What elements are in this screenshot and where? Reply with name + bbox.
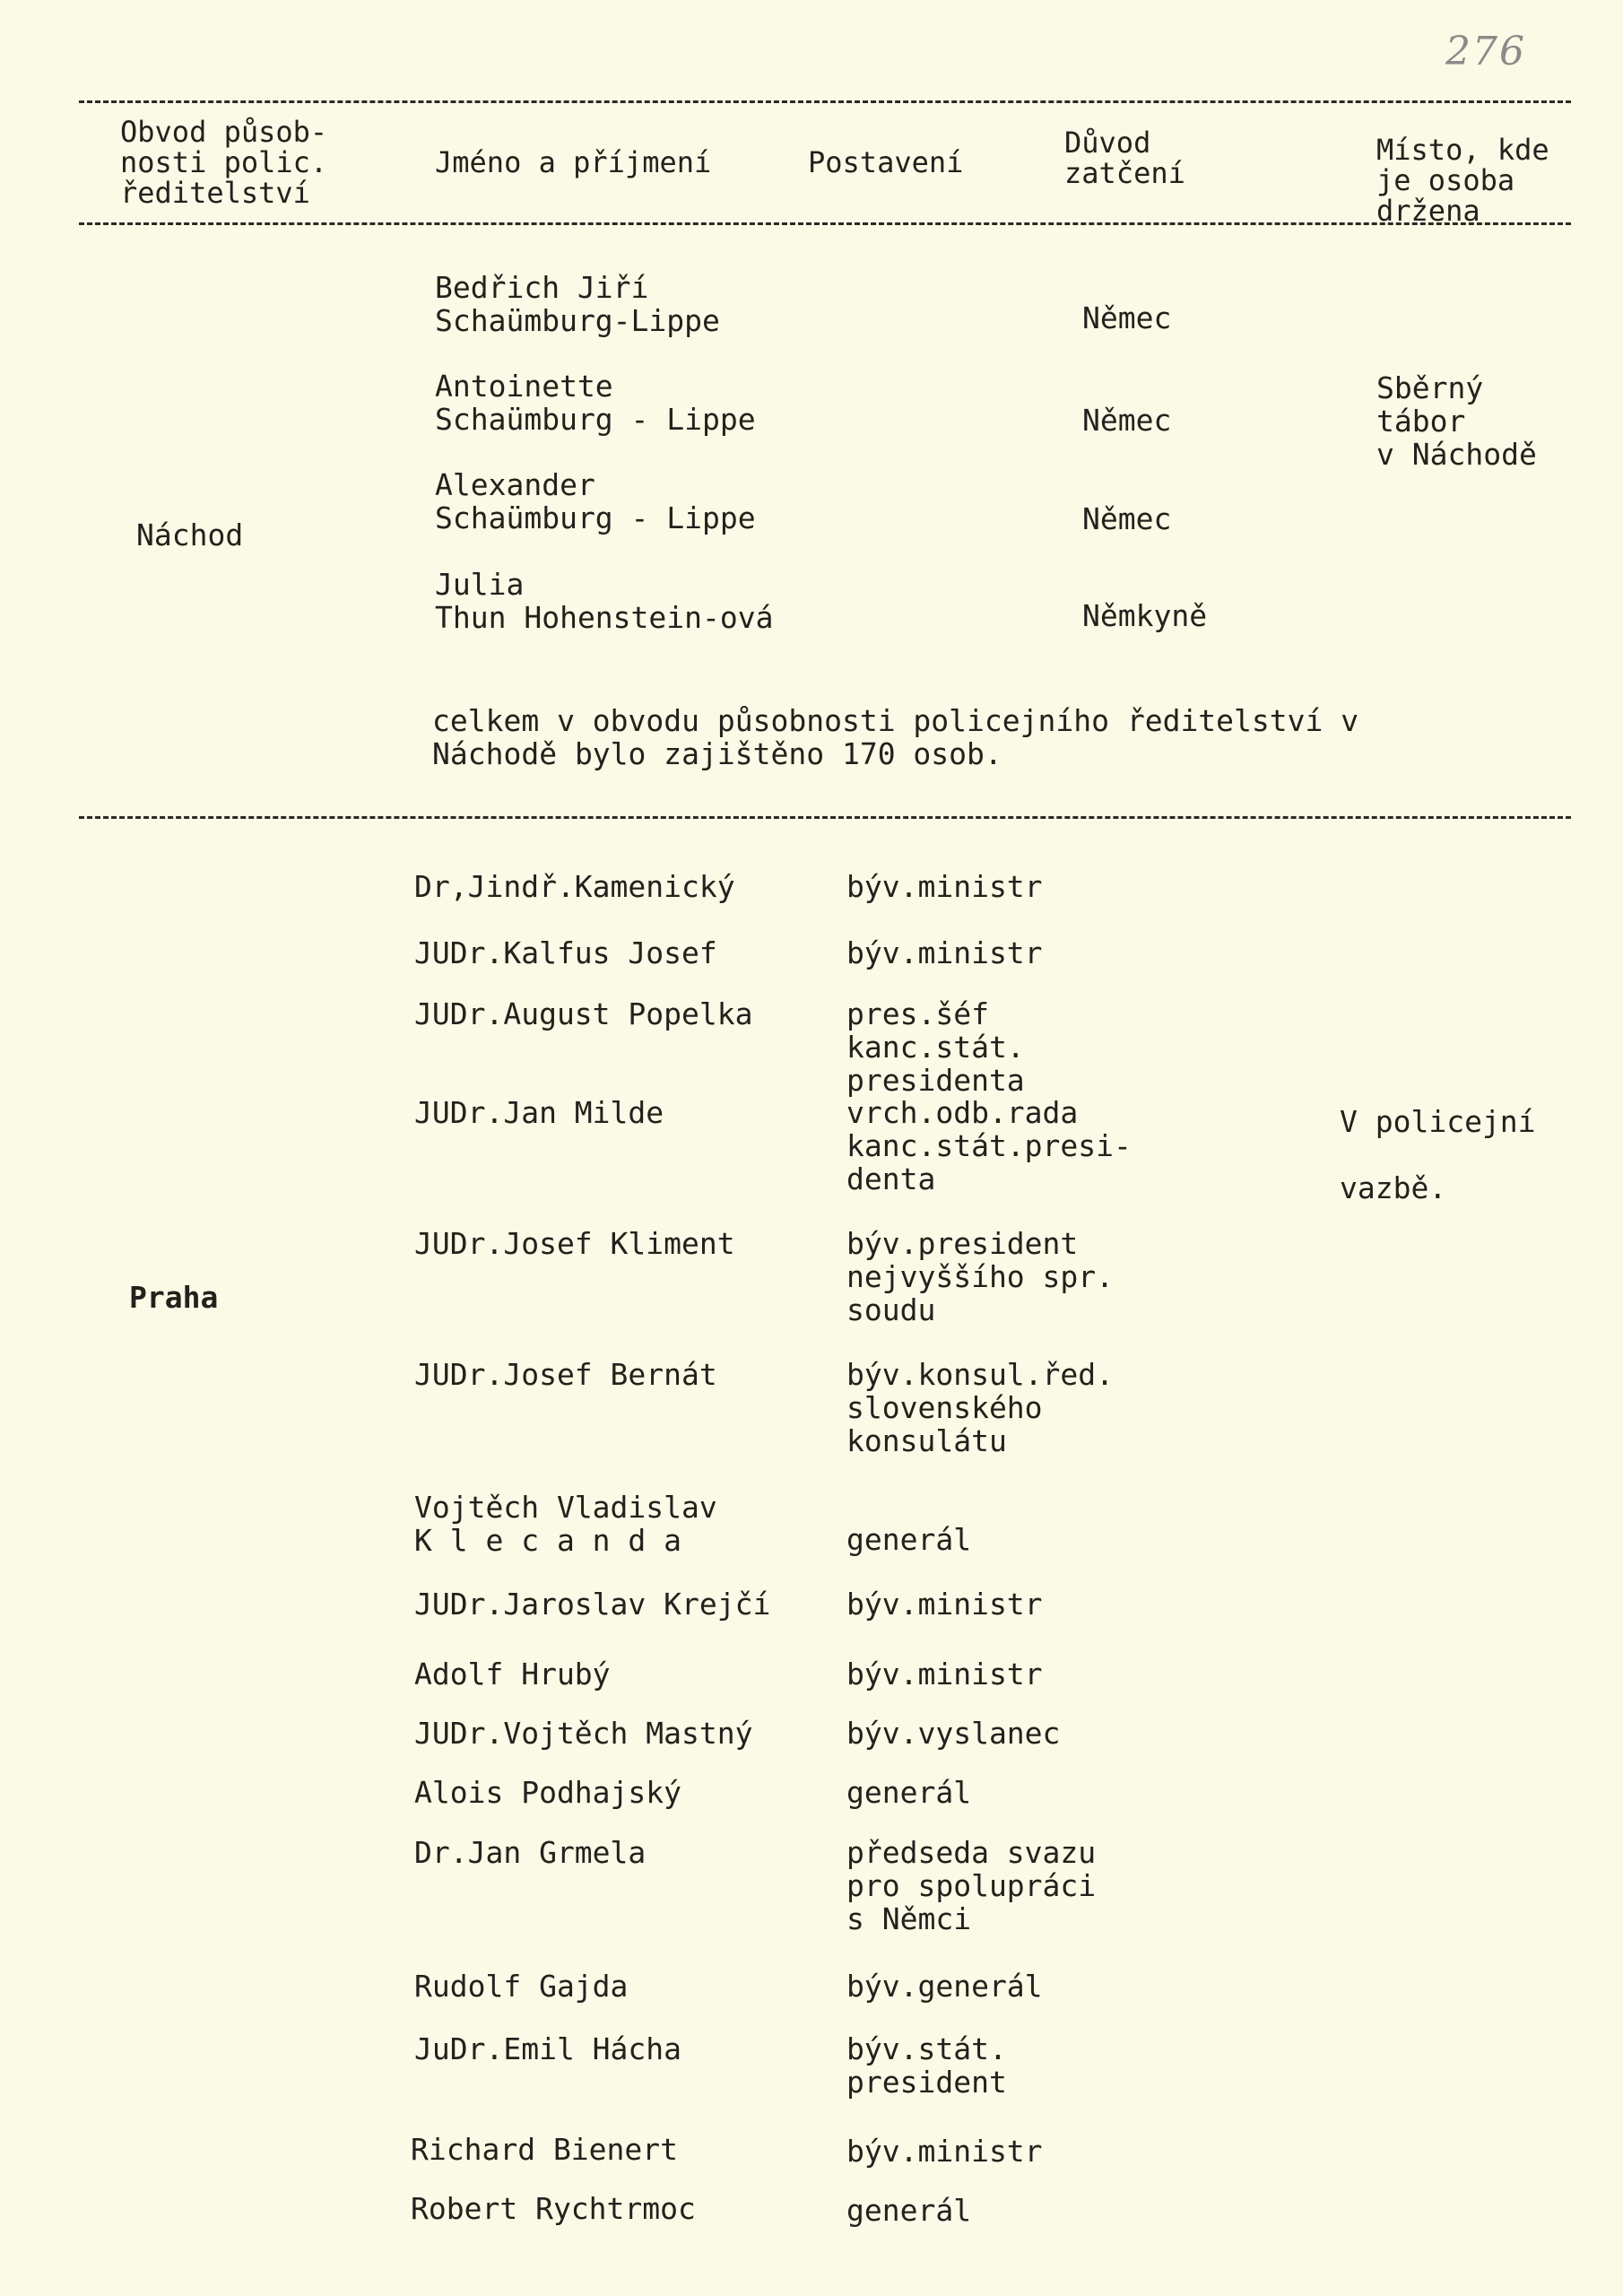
praha-position-7: generál (846, 1522, 972, 1557)
praha-name-1: Dr,Jindř.Kamenický (414, 869, 735, 904)
praha-position-8: býv.ministr (846, 1587, 1043, 1622)
praha-position-11: generál (846, 1775, 972, 1810)
praha-position-6: býv.konsul.řed. slovenského konsulátu (846, 1357, 1115, 1458)
praha-position-2: býv.ministr (846, 935, 1043, 970)
header-reason: Důvod zatčení (1064, 126, 1185, 190)
praha-position-9: býv.ministr (846, 1657, 1043, 1692)
nachod-name-3: Alexander Schaümburg - Lippe (435, 467, 756, 535)
nachod-name-1: Bedřich Jiří Schaümburg-Lippe (435, 270, 720, 338)
praha-name-10: JUDr.Vojtěch Mastný (414, 1716, 753, 1751)
praha-name-7: Vojtěch Vladislav K l e c a n d a (414, 1490, 717, 1558)
praha-name-15: Richard Bienert (411, 2132, 679, 2167)
nachod-reason-2: Němec (1082, 403, 1172, 438)
praha-place-line1: V policejní (1340, 1104, 1536, 1139)
praha-position-3: pres.šéf kanc.stát. presidenta (846, 996, 1025, 1098)
section-divider-rule (79, 816, 1571, 819)
district-praha: Praha (129, 1280, 219, 1315)
header-place: Místo, kde je osoba držena (1376, 133, 1549, 228)
nachod-reason-1: Němec (1082, 300, 1172, 335)
praha-position-1: býv.ministr (846, 869, 1043, 904)
praha-name-3: JUDr.August Popelka (414, 996, 753, 1031)
header-position: Postavení (808, 145, 964, 179)
praha-name-6: JUDr.Josef Bernát (414, 1357, 717, 1392)
praha-name-13: Rudolf Gajda (414, 1969, 629, 2004)
header-bottom-rule (79, 222, 1571, 225)
praha-name-11: Alois Podhajský (414, 1775, 682, 1810)
praha-name-12: Dr.Jan Grmela (414, 1835, 647, 1870)
praha-name-14: JuDr.Emil Hácha (414, 2031, 682, 2066)
nachod-reason-3: Němec (1082, 501, 1172, 536)
nachod-summary: celkem v obvodu působnosti policejního ředitelství v Náchodě bylo zajištěno 170 osob. (432, 703, 1359, 771)
praha-place-line2: vazbě. (1340, 1170, 1447, 1205)
praha-name-9: Adolf Hrubý (414, 1657, 611, 1692)
praha-position-14: býv.stát. president (846, 2031, 1007, 2100)
praha-name-4: JUDr.Jan Milde (414, 1095, 664, 1130)
header-name: Jméno a příjmení (435, 145, 712, 179)
header-top-rule (79, 100, 1571, 103)
header-district: Obvod působ- nosti polic. ředitelství (120, 115, 328, 210)
praha-position-16: generál (846, 2193, 972, 2228)
praha-position-4: vrch.odb.rada kanc.stát.presi- denta (846, 1095, 1132, 1196)
praha-name-5: JUDr.Josef Kliment (414, 1226, 735, 1261)
praha-position-13: býv.generál (846, 1969, 1043, 2004)
praha-position-10: býv.vyslanec (846, 1716, 1061, 1751)
praha-position-5: býv.president nejvyššího spr. soudu (846, 1226, 1115, 1327)
praha-name-8: JUDr.Jaroslav Krejčí (414, 1587, 771, 1622)
praha-position-12: předseda svazu pro spolupráci s Němci (846, 1835, 1097, 1936)
praha-name-16: Robert Rychtrmoc (411, 2191, 696, 2226)
district-nachod: Náchod (136, 517, 244, 552)
nachod-name-2: Antoinette Schaümburg - Lippe (435, 369, 756, 437)
nachod-reason-4: Němkyně (1082, 598, 1208, 633)
praha-position-15: býv.ministr (846, 2134, 1043, 2169)
nachod-name-4: Julia Thun Hohenstein-ová (435, 567, 774, 635)
page-number: 276 (1445, 29, 1526, 74)
praha-name-2: JUDr.Kalfus Josef (414, 935, 717, 970)
nachod-place: Sběrný tábor v Náchodě (1376, 370, 1537, 472)
